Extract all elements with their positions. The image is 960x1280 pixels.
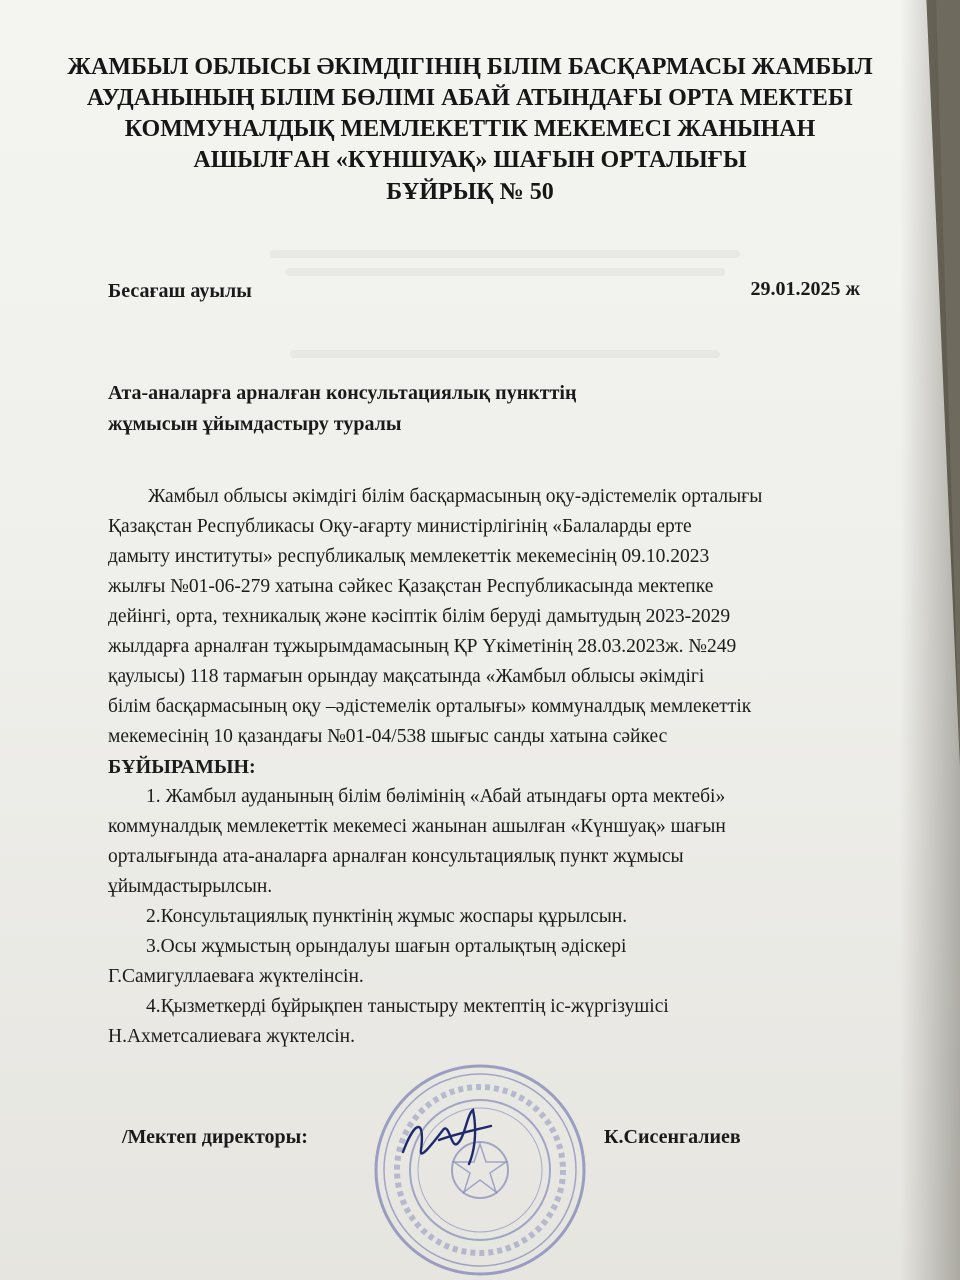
- preamble-line: қаулысы) 118 тармағын орындау мақсатында «Жамбыл облысы әкімдігі: [108, 666, 705, 687]
- preamble-line: дейінгі, орта, техникалық және кәсіптік білім беруді дамытудың 2023-2029: [108, 606, 731, 627]
- signature-label: /Мектеп директоры:: [122, 1126, 308, 1148]
- subject-line: жұмысын ұйымдастыру туралы: [108, 413, 402, 435]
- order-item-line: орталығында ата-аналарға арналған консультациялық пункт жұмысы: [108, 846, 684, 867]
- preamble-line: жылдарға арналған тұжырымдамасының ҚР Үкіметінің 28.03.2023ж. №249: [108, 636, 737, 657]
- bleed-through: [285, 268, 725, 276]
- subject-line: Ата-аналарға арналған консультациялық пункттің: [108, 382, 577, 404]
- preamble-line: Жамбыл облысы әкімдігі білім басқармасының оқу-әдістемелік орталығы: [148, 486, 763, 507]
- bleed-through: [270, 250, 740, 258]
- signatory-name: К.Сисенгалиев: [604, 1126, 741, 1148]
- header-line: АУДАНЫНЫҢ БІЛІМ БӨЛІМІ АБАЙ АТЫНДАҒЫ ОРТА МЕКТЕБІ: [86, 85, 854, 111]
- order-item-line: 3.Осы жұмыстың орындалуы шағын орталықтың әдіскері: [146, 936, 627, 957]
- document-header: [20, 52, 920, 208]
- document-date: 29.01.2025 ж: [750, 278, 860, 300]
- order-item-line: ұйымдастырылсын.: [108, 876, 273, 897]
- order-item-line: 1. Жамбыл ауданының білім бөлімінің «Абай атындағы орта мектебі»: [146, 786, 726, 807]
- place-name: Бесағаш ауылы: [108, 280, 252, 302]
- preamble-line: Қазақстан Республикасы Оқу-ағарту министірлігінің «Балаларды ерте: [108, 516, 692, 537]
- handwritten-signature: [395, 1100, 495, 1170]
- official-seal: [370, 1060, 590, 1280]
- document-subject: [108, 378, 808, 440]
- header-line: ЖАМБЫЛ ОБЛЫСЫ ӘКІМДІГІНІҢ БІЛІМ БАСҚАРМАСЫ ЖАМБЫЛ: [67, 54, 873, 80]
- order-item-line: Г.Самигуллаеваға жүктелінсін.: [108, 966, 364, 987]
- order-item-line: Н.Ахметсалиеваға жүктелсін.: [108, 1026, 355, 1047]
- decree-heading: БҰЙЫРАМЫН:: [108, 756, 256, 778]
- preamble-line: білім басқармасының оқу –әдістемелік орталығы» коммуналдық мемлекеттік: [108, 696, 752, 717]
- order-number: БҰЙРЫҚ № 50: [386, 179, 554, 205]
- bleed-through: [290, 350, 720, 358]
- document-body: [108, 482, 888, 1052]
- order-item-line: коммуналдық мемлекеттік мекемесі жанынан ашылған «Күншуақ» шағын: [108, 816, 726, 837]
- header-line: КОММУНАЛДЫҚ МЕМЛЕКЕТТІК МЕКЕМЕСІ ЖАНЫНАН: [124, 116, 816, 142]
- preamble-line: мекемесінің 10 қазандағы №01-04/538 шығыс санды хатына сәйкес: [108, 726, 668, 747]
- preamble-line: жылғы №01-06-279 хатына сәйкес Қазақстан Республикасында мектепке: [108, 576, 714, 597]
- header-line: АШЫЛҒАН «КҮНШУАҚ» ШАҒЫН ОРТАЛЫҒЫ: [193, 147, 747, 173]
- preamble-line: дамыту институты» республикалық мемлекеттік мекемесінің 09.10.2023: [108, 546, 710, 567]
- order-item-line: 2.Консультациялық пунктінің жұмыс жоспары құрылсын.: [146, 906, 628, 927]
- order-item-line: 4.Қызметкерді бұйрықпен таныстыру мектептің іс-жүргізушісі: [146, 996, 669, 1017]
